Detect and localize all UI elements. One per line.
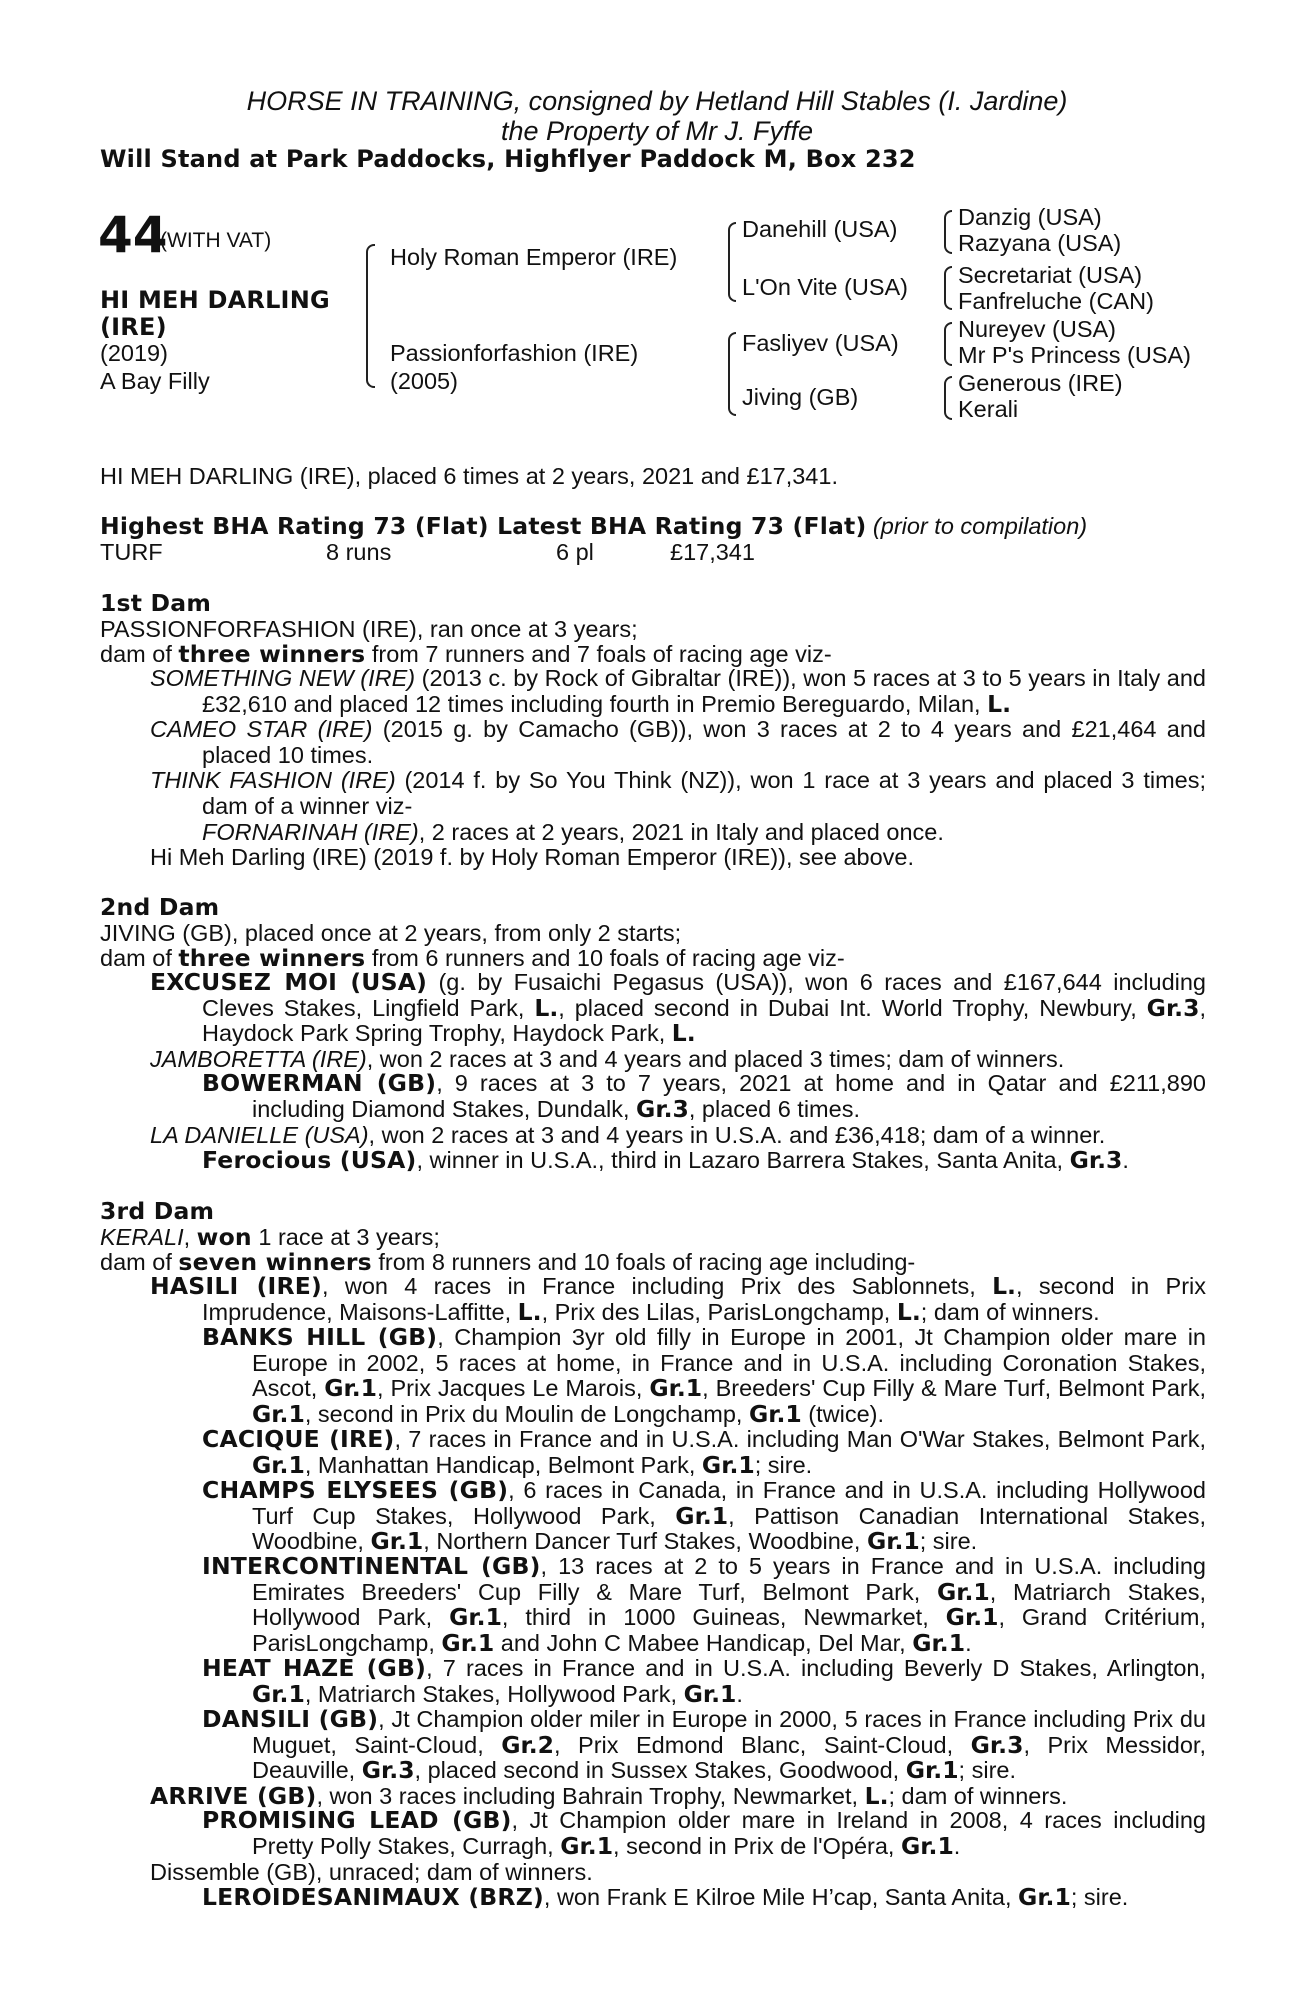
produce-text: , Prix des Lilas, ParisLongchamp, <box>541 1298 897 1325</box>
dam3-won: won <box>196 1223 252 1251</box>
dam1-produce-3 <box>150 768 1206 819</box>
pedigree-g8: Kerali <box>958 396 1019 422</box>
dam1-line2-a: dam of <box>100 641 179 667</box>
grade: L. <box>992 1272 1016 1300</box>
grade: Gr.1 <box>701 1450 755 1479</box>
produce-text: , won 2 races at 3 and 4 years and placed 3 times; dam of winners. <box>366 1046 1065 1072</box>
pedigree-sire: Holy Roman Emperor (IRE) <box>390 244 678 270</box>
grade: Gr.1 <box>912 1628 966 1657</box>
pedigree-g5: Nureyev (USA) <box>958 316 1117 342</box>
rating-line <box>100 513 1087 539</box>
horse-name-country: (IRE) <box>100 313 167 341</box>
horse-name: HI MEH DARLING <box>100 286 330 314</box>
header-location: Will Stand at Park Paddocks, Highflyer Paddock M, Box 232 <box>100 145 916 173</box>
dam2-produce-3 <box>202 1071 1206 1122</box>
dam1-produce-5: Hi Meh Darling (IRE) (2019 f. by Holy Roman Emperor (IRE)), see above. <box>150 844 915 870</box>
pedigree-g7: Generous (IRE) <box>958 370 1123 396</box>
produce-text: , Jt Champion older mare in Ireland in 2008, 4 races including Pretty Polly Stakes, Curragh, <box>252 1807 1206 1859</box>
produce-name: DANSILI (GB) <box>202 1705 379 1733</box>
horse-description: A Bay Filly <box>100 368 210 394</box>
produce-text: ; dam of winners. <box>888 1783 1068 1809</box>
produce-name: SOMETHING NEW (IRE) <box>150 665 416 691</box>
produce-text: , Pattison Canadian International Stakes, Woodbine, <box>252 1502 1206 1554</box>
grade: Gr.1 <box>945 1603 999 1631</box>
grade: L. <box>987 689 1012 718</box>
produce-text: ; dam of winners. <box>920 1298 1100 1325</box>
produce-text: , winner in U.S.A., third in Lazaro Barrera Stakes, Santa Anita, <box>416 1147 1070 1173</box>
dam2-winners-count: three winners <box>178 944 366 972</box>
produce-text: , Prix Jacques Le Marois, <box>377 1375 650 1401</box>
produce-text: (2014 f. by So You Think (NZ)), won 1 race at 3 years and placed 3 times; dam of a winner viz- <box>202 767 1206 819</box>
produce-text: , Prix Messidor, Deauville, <box>252 1731 1206 1783</box>
grade: Gr.1 <box>324 1374 378 1402</box>
produce-text: ; sire. <box>919 1528 978 1554</box>
produce-name: LA DANIELLE (USA) <box>150 1122 369 1148</box>
produce-text: , won 2 races at 3 and 4 years in U.S.A. and £36,418; dam of a winner. <box>368 1122 1106 1148</box>
grade: Gr.1 <box>866 1527 920 1555</box>
produce-name: Ferocious (USA) <box>202 1146 417 1174</box>
produce-name: ARRIVE (GB) <box>150 1782 317 1810</box>
grade: Gr.3 <box>636 1094 689 1123</box>
pedigree-g1: Danzig (USA) <box>958 204 1102 230</box>
produce-text: , placed second in Dubai Int. World Trophy, Newbury, <box>558 994 1147 1021</box>
produce-name: CHAMPS ELYSEES (GB) <box>202 1476 509 1504</box>
grade: Gr.1 <box>252 1450 305 1479</box>
produce-name: LEROIDESANIMAUX (BRZ) <box>202 1883 544 1911</box>
pedigree-sire-sire: Danehill (USA) <box>742 216 898 242</box>
grade: Gr.1 <box>675 1501 729 1530</box>
produce-text: , Manhattan Handicap, Belmont Park, <box>304 1451 702 1478</box>
dam2-line1: JIVING (GB), placed once at 2 years, from only 2 starts; <box>100 920 682 946</box>
lot-number: 44 <box>98 206 168 264</box>
dam3-name: KERALI <box>100 1224 184 1250</box>
produce-text: , placed second in Sussex Stakes, Goodwood, <box>414 1757 906 1783</box>
grade: Gr.1 <box>252 1679 305 1708</box>
produce-name: CAMEO STAR (IRE) <box>150 716 373 742</box>
dam3-produce-banks-hill <box>202 1325 1206 1427</box>
grade: Gr.2 <box>501 1730 555 1759</box>
produce-name: EXCUSEZ MOI (USA) <box>150 968 428 996</box>
dam3-winners-count: seven winners <box>178 1248 372 1276</box>
produce-text: , second in Prix Imprudence, Maisons-Laffitte, <box>202 1273 1207 1325</box>
rating-placed: 6 pl <box>556 539 594 565</box>
produce-text: , won Frank E Kilroe Mile H’cap, Santa Anita, <box>543 1884 1019 1910</box>
produce-text: . <box>965 1629 972 1656</box>
race-summary: HI MEH DARLING (IRE), placed 6 times at 2 years, 2021 and £17,341. <box>100 463 838 489</box>
produce-text: ; sire. <box>754 1451 813 1478</box>
produce-text: , Grand Critérium, ParisLongchamp, <box>252 1604 1207 1656</box>
grade: Gr.3 <box>1069 1146 1123 1174</box>
dam3-produce-promising-lead <box>202 1808 1206 1859</box>
produce-text: , Matriarch Stakes, Hollywood Park, <box>304 1680 684 1707</box>
dam3-produce-heat-haze <box>202 1656 1206 1707</box>
produce-text: , second in Prix du Moulin de Longchamp, <box>304 1400 749 1427</box>
produce-text: , won 4 races in France including Prix des Sablonnets, <box>322 1273 993 1299</box>
produce-name: CACIQUE (IRE) <box>202 1425 395 1453</box>
produce-text: , 2 races at 2 years, 2021 in Italy and placed once. <box>418 819 944 845</box>
pedigree-bracket-7 <box>944 376 952 420</box>
dam1-produce-2 <box>150 717 1206 768</box>
dam3-produce-dissemble: Dissemble (GB), unraced; dam of winners. <box>150 1859 593 1885</box>
grade: Gr.1 <box>748 1399 802 1428</box>
grade: L. <box>671 1019 696 1047</box>
produce-text: (g. by Fusaichi Pegasus (USA)), won 6 races and £167,644 including Cleves Stakes, Lingfield Park, <box>202 969 1206 1021</box>
produce-text: . <box>736 1680 743 1707</box>
dam3-produce-intercontinental <box>202 1554 1206 1656</box>
produce-text: , 13 races at 2 to 5 years in France and in U.S.A. including Emirates Breeders' Cup Filly & Mare Turf, Belmont Park, <box>252 1553 1206 1605</box>
pedigree-bracket-4 <box>944 210 952 254</box>
grade: Gr.3 <box>970 1730 1024 1759</box>
pedigree-g4: Fanfreluche (CAN) <box>958 288 1154 314</box>
pedigree-sire-dam: L'On Vite (USA) <box>742 274 909 300</box>
rating-note: (prior to compilation) <box>872 513 1088 539</box>
produce-name: HEAT HAZE (GB) <box>202 1654 427 1682</box>
produce-text: , Jt Champion older miler in Europe in 2000, 5 races in France including Prix du Muguet, Saint-Cloud, <box>252 1706 1207 1758</box>
dam2-produce-4 <box>150 1122 1105 1148</box>
dam2-produce-1 <box>150 970 1206 1047</box>
produce-text: , second in Prix de l'Opéra, <box>613 1832 901 1859</box>
grade: Gr.1 <box>1018 1883 1071 1911</box>
pedigree-bracket-1 <box>366 244 375 388</box>
dam2-line2-c: from 6 runners and 10 foals of racing age viz- <box>365 945 845 971</box>
produce-text: , 9 races at 3 to 7 years, 2021 at home and in Qatar and £211,890 including Diamond Stakes, Dundalk, <box>252 1070 1206 1122</box>
foaling-year: (2019) <box>100 340 168 366</box>
produce-name: THINK FASHION (IRE) <box>150 767 396 793</box>
produce-text: and John C Mabee Handicap, Del Mar, <box>494 1629 913 1656</box>
dam1-line2-c: from 7 runners and 7 foals of racing age viz- <box>365 641 832 667</box>
produce-text: , 7 races in France and in U.S.A. including Man O'War Stakes, Belmont Park, <box>394 1426 1206 1452</box>
grade: L. <box>517 1297 542 1326</box>
produce-text: , third in 1000 Guineas, Newmarket, <box>501 1604 946 1630</box>
produce-name: INTERCONTINENTAL (GB) <box>202 1552 541 1580</box>
header-consignor: HORSE IN TRAINING, consigned by Hetland Hill Stables (I. Jardine) <box>246 86 1068 116</box>
produce-text: (2015 g. by Camacho (GB)), won 3 races at 2 to 4 years and £21,464 and placed 10 times. <box>202 716 1206 768</box>
grade: Gr.3 <box>1146 993 1200 1022</box>
pedigree-dam-dam: Jiving (GB) <box>742 384 859 410</box>
produce-text: . <box>953 1832 961 1859</box>
dam3-produce-hasili <box>150 1274 1206 1325</box>
pedigree-bracket-5 <box>944 266 952 310</box>
dam3-line2-a: dam of <box>100 1249 179 1275</box>
produce-text: , 6 races in Canada, in France and in U.S.A. including Hollywood Turf Cup Stakes, Hollywood Park, <box>252 1477 1206 1529</box>
grade: L. <box>864 1782 889 1810</box>
dam1-produce-4 <box>202 819 944 845</box>
grade: L. <box>896 1297 921 1326</box>
dam3-line1-a: , <box>183 1224 197 1250</box>
produce-text: , Breeders' Cup Filly & Mare Turf, Belmont Park, <box>702 1375 1206 1401</box>
pedigree-dam-sire: Fasliyev (USA) <box>742 330 899 356</box>
produce-text: (twice). <box>801 1400 885 1427</box>
dam1-produce-1 <box>150 666 1206 717</box>
grade: Gr.1 <box>900 1831 954 1860</box>
dam3-produce-dansili <box>202 1707 1206 1784</box>
grade: Gr.3 <box>361 1756 415 1784</box>
dam3-line1 <box>100 1224 440 1250</box>
grade: Gr.1 <box>905 1756 959 1784</box>
grade: Gr.1 <box>252 1399 305 1428</box>
dam1-line1: PASSIONFORFASHION (IRE), ran once at 3 years; <box>100 616 638 642</box>
grade: Gr.1 <box>370 1527 424 1555</box>
produce-text: , Haydock Park Spring Trophy, Haydock Park, <box>202 994 1206 1046</box>
grade: Gr.1 <box>441 1628 495 1657</box>
grade: Gr.1 <box>560 1831 614 1860</box>
rating-runs: 8 runs <box>326 539 392 565</box>
grade: L. <box>534 993 559 1022</box>
produce-text: (2013 c. by Rock of Gibraltar (IRE)), won 5 races at 3 to 5 years in Italy and £32,610 and placed 12 times including fourth in Premio Bereguardo, Milan, <box>202 665 1206 717</box>
pedigree-dam-year: (2005) <box>390 368 458 394</box>
produce-text: ; sire. <box>1070 1884 1129 1910</box>
produce-text: , Matriarch Stakes, Hollywood Park, <box>252 1578 1206 1630</box>
dam2-line2-a: dam of <box>100 945 179 971</box>
grade: Gr.1 <box>449 1603 502 1631</box>
produce-name: PROMISING LEAD (GB) <box>202 1806 512 1834</box>
produce-text: , won 3 races including Bahrain Trophy, Newmarket, <box>316 1783 865 1809</box>
grade: Gr.1 <box>936 1577 990 1606</box>
produce-name: FORNARINAH (IRE) <box>202 819 419 845</box>
pedigree-g2: Razyana (USA) <box>958 230 1122 256</box>
produce-text: ; sire. <box>958 1757 1017 1783</box>
grade: Gr.1 <box>649 1374 703 1402</box>
dam2-produce-5: Ferocious (USA), winner in U.S.A., third in Lazaro Barrera Stakes, Santa Anita, Gr.3. <box>202 1146 1129 1174</box>
dam1-line2 <box>100 641 832 667</box>
pedigree-bracket-3 <box>728 332 736 416</box>
header-owner: the Property of Mr J. Fyffe <box>500 116 814 146</box>
produce-text: , Champion 3yr old filly in Europe in 2001, Jt Champion older mare in Europe in 2002, 5 races at home, in France and in U.S.A. including Coronation Stakes, Ascot, <box>252 1324 1206 1401</box>
pedigree-bracket-6 <box>944 322 952 366</box>
dam3-produce-leroidesanimaux <box>202 1884 1128 1910</box>
produce-text: , Prix Edmond Blanc, Saint-Cloud, <box>554 1731 971 1758</box>
rating-earnings: £17,341 <box>670 539 755 565</box>
dam1-winners-count: three winners <box>178 640 366 668</box>
pedigree-g6: Mr P's Princess (USA) <box>958 342 1191 368</box>
grade: Gr.1 <box>683 1679 737 1708</box>
pedigree-dam: Passionforfashion (IRE) <box>390 340 639 366</box>
vat-note: (WITH VAT) <box>160 229 272 252</box>
dam2-heading: 2nd Dam <box>100 893 220 921</box>
produce-name: BOWERMAN (GB) <box>202 1069 437 1097</box>
rating-label: Highest BHA Rating 73 (Flat) Latest BHA Rating 73 (Flat) <box>100 512 867 540</box>
dam3-line1-c: 1 race at 3 years; <box>251 1224 440 1250</box>
produce-text: , 7 races in France and in U.S.A. including Beverly D Stakes, Arlington, <box>426 1655 1206 1681</box>
produce-text: , placed 6 times. <box>688 1095 860 1122</box>
dam3-produce-champs-elysees <box>202 1478 1206 1555</box>
pedigree-bracket-2 <box>728 222 736 302</box>
dam3-heading: 3rd Dam <box>100 1197 215 1225</box>
dam3-line2-c: from 8 runners and 10 foals of racing age including- <box>371 1249 916 1275</box>
produce-name: JAMBORETTA (IRE) <box>150 1046 367 1072</box>
rating-surface: TURF <box>100 539 163 565</box>
dam1-heading: 1st Dam <box>100 589 212 617</box>
produce-name: BANKS HILL (GB) <box>202 1323 438 1351</box>
produce-name: HASILI (IRE) <box>150 1272 322 1300</box>
produce-text: , Northern Dancer Turf Stakes, Woodbine, <box>423 1528 867 1554</box>
pedigree-g3: Secretariat (USA) <box>958 262 1143 288</box>
dam3-produce-cacique <box>202 1427 1206 1478</box>
